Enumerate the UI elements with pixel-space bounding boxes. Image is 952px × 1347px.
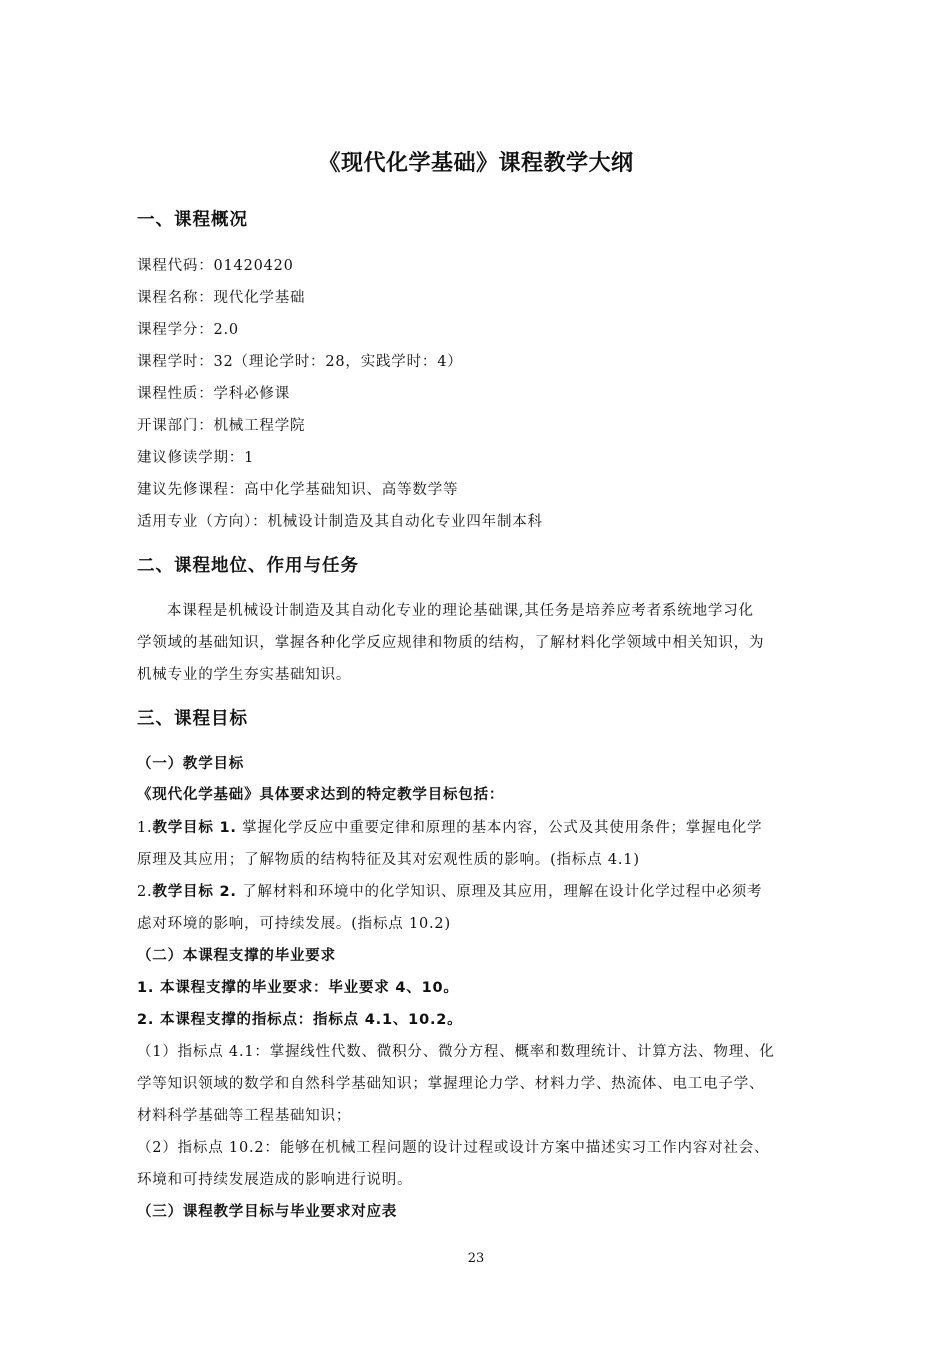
graduation-requirement-2: 2. 本课程支撑的指标点：指标点 4.1、10.2。 [137, 1012, 463, 1028]
course-major: 适用专业（方向）：机械设计制造及其自动化专业四年制本科 [137, 514, 543, 530]
goal2-text: 了解材料和环境中的化学知识、原理及其应用，理解在设计化学过程中必须考 [236, 884, 763, 900]
indicator2-line: 环境和可持续发展造成的影响进行说明。 [137, 1172, 413, 1188]
goal1-line2: 原理及其应用；了解物质的结构特征及其对宏观性质的影响。(指标点 4.1) [137, 852, 640, 868]
goal1-line1 [137, 816, 762, 837]
indicator2-line: （2）指标点 10.2：能够在机械工程问题的设计过程或设计方案中描述实习工作内容对社会、 [137, 1140, 770, 1156]
goal1-text: 掌握化学反应中重要定律和原理的基本内容，公式及其使用条件；掌握电化学 [236, 820, 763, 836]
subsection-mapping-table: （三）课程教学目标与毕业要求对应表 [137, 1204, 398, 1220]
section1-heading: 一、课程概况 [137, 210, 248, 230]
indicator1-line: 材料科学基础等工程基础知识； [137, 1108, 352, 1124]
subsection-graduation-requirements: （二）本课程支撑的毕业要求 [137, 948, 336, 964]
course-hours: 课程学时：32（理论学时：28，实践学时：4） [137, 354, 463, 370]
section2-heading: 二、课程地位、作用与任务 [137, 556, 359, 576]
page-number: 23 [467, 1251, 485, 1266]
course-credit: 课程学分：2.0 [137, 322, 239, 338]
graduation-requirement-1: 1. 本课程支撑的毕业要求：毕业要求 4、10。 [137, 980, 459, 996]
teaching-goals-lead: 《现代化学基础》具体要求达到的特定教学目标包括： [137, 787, 505, 803]
indicator1-line: （1）指标点 4.1：掌握线性代数、微积分、微分方程、概率和数理统计、计算方法、物理、化 [137, 1044, 775, 1060]
course-prerequisites: 建议先修课程：高中化学基础知识、高等数学等 [137, 482, 459, 498]
course-nature: 课程性质：学科必修课 [137, 386, 290, 402]
section2-line: 机械专业的学生夯实基础知识。 [137, 667, 352, 683]
goal2-label: 教学目标 2. [152, 884, 237, 900]
goal1-label: 教学目标 1. [152, 820, 237, 836]
goal2-line2: 虑对环境的影响，可持续发展。(指标点 10.2) [137, 916, 451, 932]
section3-heading: 三、课程目标 [137, 709, 248, 729]
goal2-line1 [137, 880, 762, 901]
course-department: 开课部门：机械工程学院 [137, 418, 306, 434]
course-code: 课程代码：01420420 [137, 258, 294, 274]
course-name: 课程名称：现代化学基础 [137, 290, 306, 306]
goal2-prefix: 2. [137, 884, 153, 900]
section2-line: 学领域的基础知识，掌握各种化学反应规律和物质的结构，了解材料化学领域中相关知识，为 [137, 635, 765, 651]
course-semester: 建议修读学期：1 [137, 450, 255, 466]
subsection-teaching-goals: （一）教学目标 [137, 756, 245, 772]
document-title: 《现代化学基础》课程教学大纲 [318, 151, 634, 176]
indicator1-line: 学等知识领域的数学和自然科学基础知识；掌握理论力学、材料力学、热流体、电工电子学、 [137, 1076, 765, 1092]
goal1-prefix: 1. [137, 820, 153, 836]
section2-line: 本课程是机械设计制造及其自动化专业的理论基础课,其任务是培养应考者系统地学习化 [167, 603, 754, 619]
